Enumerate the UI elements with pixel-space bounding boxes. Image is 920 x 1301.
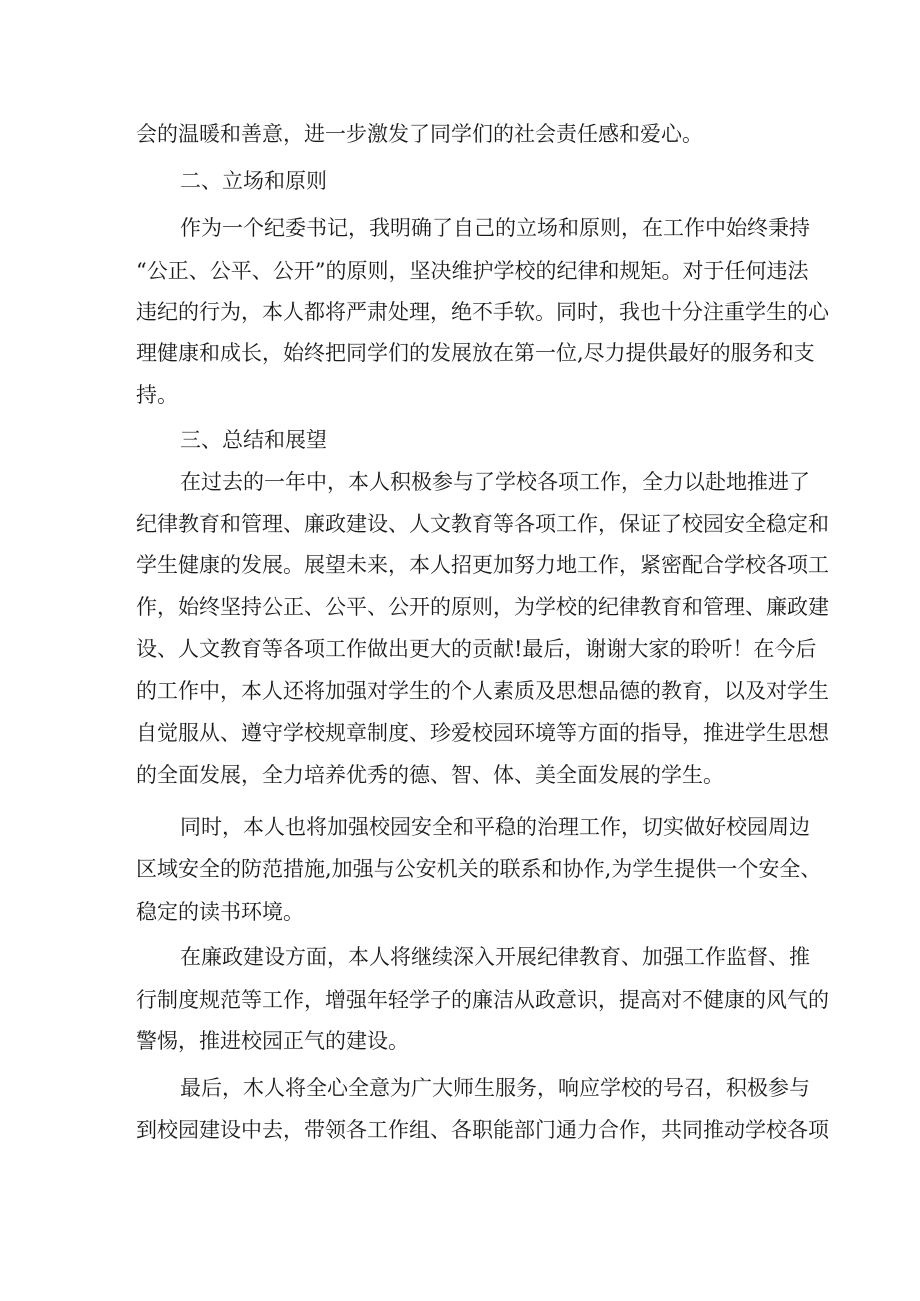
paragraph-line: 在过去的一年中，本人积极参与了学校各项工作，全力以赴地推进了: [180, 470, 810, 494]
paragraph-line: 持。: [136, 383, 178, 407]
paragraph-line: 学生健康的发展。展望未来，本人招更加努力地工作，紧密配合学校各项工: [136, 553, 829, 577]
paragraph-line: “公正、公平、公开”的原则，坚决维护学校的纪律和规矩。对于任何违法: [136, 259, 809, 283]
paragraph-line: 的工作中，本人还将加强对学生的个人素质及思想品德的教育，以及对学生: [136, 679, 829, 703]
paragraph-line: 同时，本人也将加强校园安全和平稳的治理工作，切实做好校园周边: [180, 815, 810, 839]
paragraph-line: 最后，木人将全心全意为广大师生服务，响应学校的号召，积极参与: [180, 1076, 810, 1100]
paragraph-line: 纪律教育和管理、廉政建设、人文教育等各项工作，保证了校园安全稳定和: [136, 512, 829, 536]
section-heading-3: 三、总结和展望: [180, 428, 327, 452]
paragraph-line: 到校园建设中去，带领各工作组、各职能部门通力合作，共同推动学校各项: [136, 1118, 829, 1142]
paragraph-line: 的全面发展，全力培养优秀的德、智、体、美全面发展的学生。: [136, 763, 724, 787]
paragraph-line: 会的温暖和善意，进一步激发了同学们的社会责任感和爱心。: [136, 122, 703, 146]
paragraph-line: 区域安全的防范措施,加强与公安机关的联系和协作,为学生提供一个安全、: [136, 857, 822, 881]
paragraph-line: 理健康和成长，始终把同学们的发展放在第一位,尽力提供最好的服务和支: [136, 341, 815, 365]
paragraph-line: 行制度规范等工作，增强年轻学子的廉洁从政意识，提高对不健康的风气的: [136, 988, 829, 1012]
paragraph-line: 自觉服从、遵守学校规章制度、珍爱校园环境等方面的指导，推进学生思想: [136, 721, 829, 745]
paragraph-line: 作为一个纪委书记，我明确了自己的立场和原则，在工作中始终秉持: [180, 216, 810, 240]
paragraph-line: 稳定的读书环境。: [136, 900, 304, 924]
paragraph-line: 在廉政建设方面，本人将继续深入开展纪律教育、加强工作监督、推: [180, 945, 810, 969]
section-heading-2: 二、立场和原则: [180, 169, 327, 193]
paragraph-line: 设、人文教育等各项工作做出更大的贡献!最后，谢谢大家的聆听！在今后: [136, 637, 817, 661]
paragraph-line: 违纪的行为，本人都将严肃处理，绝不手软。同时，我也十分注重学生的心: [136, 300, 829, 324]
paragraph-line: 警惕，推进校园正气的建设。: [136, 1029, 409, 1053]
paragraph-line: 作，始终坚持公正、公平、公开的原则，为学校的纪律教育和管理、廉政建: [136, 595, 829, 619]
